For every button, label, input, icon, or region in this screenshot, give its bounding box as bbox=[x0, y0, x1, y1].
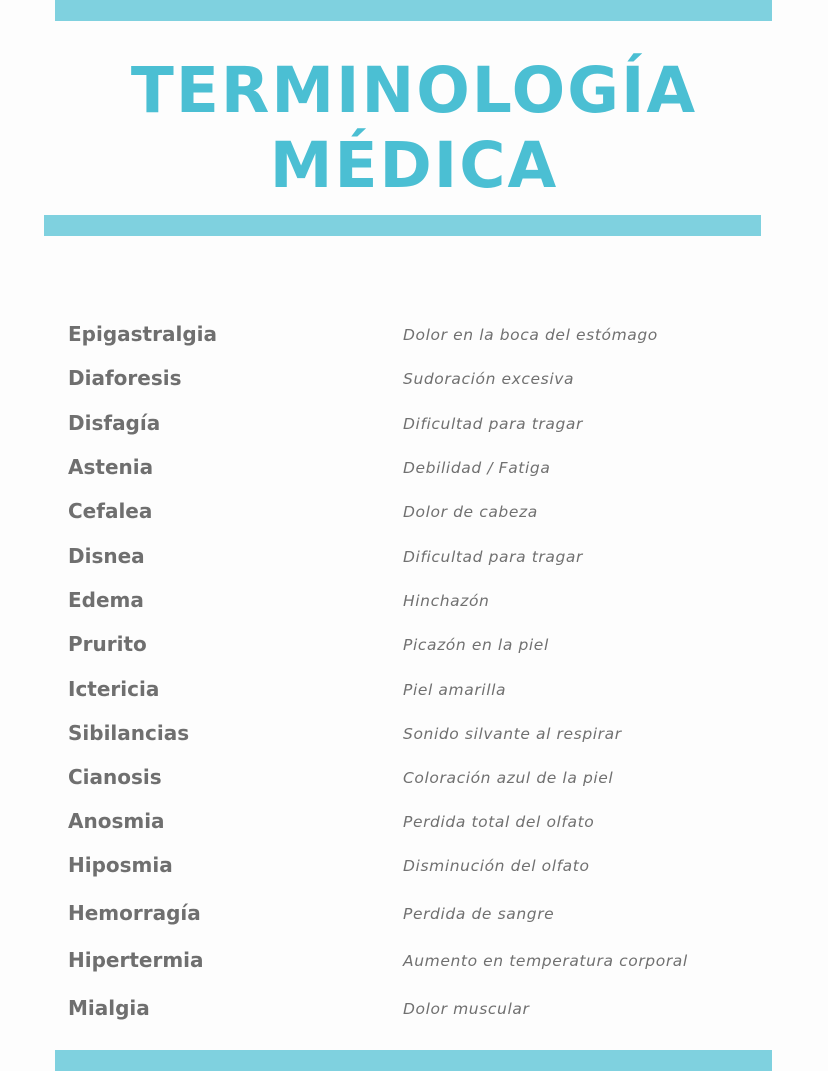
term-row bbox=[0, 947, 828, 979]
page-title-line-2: MÉDICA bbox=[269, 129, 559, 202]
term-name: Disnea bbox=[68, 544, 145, 568]
term-row bbox=[0, 410, 828, 442]
term-row bbox=[0, 995, 828, 1027]
term-definition: Aumento en temperatura corporal bbox=[403, 952, 688, 970]
term-name: Epigastralgia bbox=[68, 322, 217, 346]
term-definition: Sonido silvante al respirar bbox=[403, 725, 622, 743]
term-row bbox=[0, 720, 828, 752]
term-name: Prurito bbox=[68, 632, 147, 656]
term-definition: Piel amarilla bbox=[403, 681, 507, 699]
term-name: Astenia bbox=[68, 455, 154, 479]
term-row bbox=[0, 454, 828, 486]
term-name: Anosmia bbox=[68, 809, 165, 833]
term-definition: Dificultad para tragar bbox=[403, 548, 583, 566]
term-definition: Dificultad para tragar bbox=[403, 415, 583, 433]
term-name: Hipertermia bbox=[68, 948, 204, 972]
term-name: Mialgia bbox=[68, 996, 150, 1020]
term-name: Hemorragía bbox=[68, 901, 201, 925]
term-definition: Dolor de cabeza bbox=[403, 503, 538, 521]
term-definition: Picazón en la piel bbox=[403, 636, 549, 654]
term-definition: Coloración azul de la piel bbox=[403, 769, 614, 787]
term-name: Hiposmia bbox=[68, 853, 173, 877]
term-name: Diaforesis bbox=[68, 366, 182, 390]
term-name: Sibilancias bbox=[68, 721, 190, 745]
term-row bbox=[0, 852, 828, 884]
page-title-line-1: TERMINOLOGÍA bbox=[130, 54, 698, 127]
term-definition: Hinchazón bbox=[403, 592, 490, 610]
bottom-accent-bar bbox=[55, 1050, 772, 1071]
term-definition: Debilidad / Fatiga bbox=[403, 459, 551, 477]
term-row bbox=[0, 631, 828, 663]
term-definition: Sudoración excesiva bbox=[403, 370, 575, 388]
term-row bbox=[0, 764, 828, 796]
term-row bbox=[0, 543, 828, 575]
term-name: Cianosis bbox=[68, 765, 162, 789]
term-name: Ictericia bbox=[68, 677, 160, 701]
term-definition: Dolor muscular bbox=[403, 1000, 530, 1018]
term-definition: Perdida de sangre bbox=[403, 905, 555, 923]
term-name: Cefalea bbox=[68, 499, 153, 523]
term-definition: Disminución del olfato bbox=[403, 857, 590, 875]
term-name: Edema bbox=[68, 588, 144, 612]
term-row bbox=[0, 587, 828, 619]
term-definition: Dolor en la boca del estómago bbox=[403, 326, 658, 344]
term-name: Disfagía bbox=[68, 411, 161, 435]
term-row bbox=[0, 900, 828, 932]
term-row bbox=[0, 365, 828, 397]
term-row bbox=[0, 498, 828, 530]
term-row bbox=[0, 321, 828, 353]
term-row bbox=[0, 676, 828, 708]
term-row bbox=[0, 808, 828, 840]
term-definition: Perdida total del olfato bbox=[403, 813, 595, 831]
